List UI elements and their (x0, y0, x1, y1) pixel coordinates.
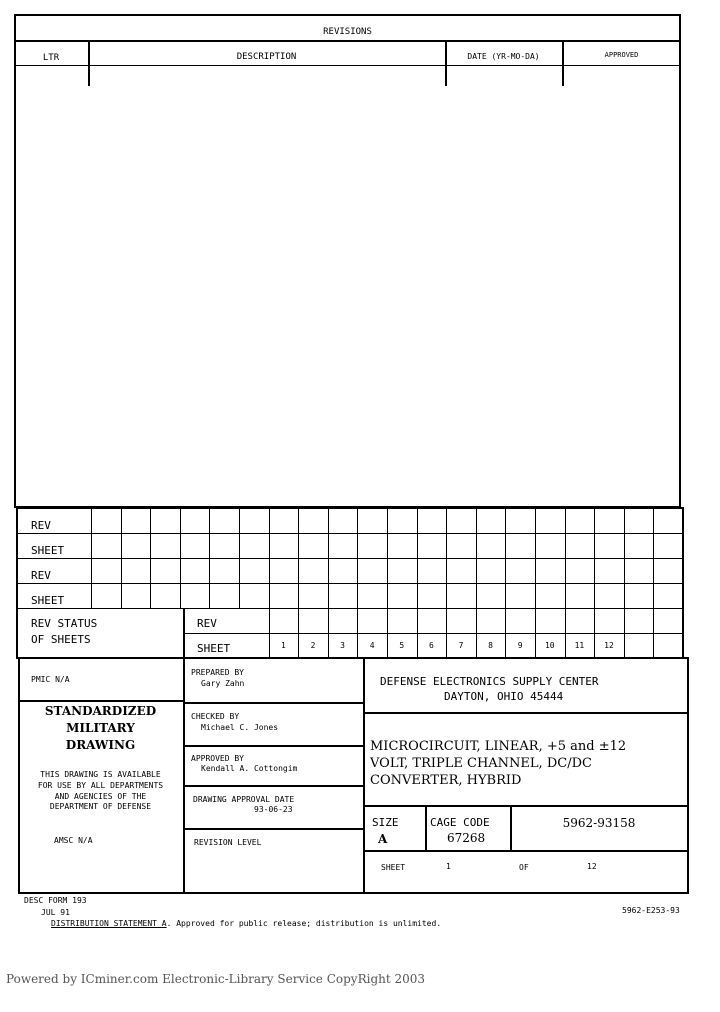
col-date: DATE (YR-MO-DA) (467, 52, 540, 61)
grid-row-line (16, 608, 684, 609)
agency-name: DEFENSE ELECTRONICS SUPPLY CENTER (380, 675, 599, 688)
agency-address: DAYTON, OHIO 45444 (444, 690, 564, 703)
sheet-number: 12 (604, 641, 614, 650)
grid-col-line (180, 507, 181, 608)
drawing-title-2: VOLT, TRIPLE CHANNEL, DC/DC (370, 756, 592, 771)
powered-by-watermark: Powered by ICminer.com Electronic-Library Service CopyRight 2003 (6, 972, 426, 986)
divider (445, 40, 447, 86)
rev-status-label: REV STATUS (31, 617, 98, 630)
grid-col-line (298, 507, 299, 657)
form-number: DESC FORM 193 (24, 896, 87, 905)
grid-col-line (594, 507, 595, 657)
col-ltr: LTR (42, 53, 60, 63)
sheet-label: SHEET (381, 863, 406, 872)
grid-col-line (239, 507, 240, 608)
prepared-by-label: PREPARED BY (191, 668, 244, 677)
sheet-label: SHEET (31, 594, 65, 607)
divider (14, 40, 681, 42)
rev-label: REV (31, 569, 51, 582)
sheet-number: 2 (310, 641, 316, 650)
grid-col-line (417, 507, 418, 657)
distribution-text: . Approved for public release; distribution is unlimited. (166, 919, 442, 928)
grid-col-line (505, 507, 506, 657)
grid-col-line (653, 507, 654, 657)
divider (183, 785, 363, 787)
grid-col-line (209, 507, 210, 608)
divider (183, 745, 363, 747)
drawing-number: 5962-93158 (562, 816, 636, 830)
sheet-value: 1 (446, 862, 451, 871)
sheet-number: 7 (458, 641, 464, 650)
sheet-number: 11 (574, 641, 585, 650)
drawing-title-3: CONVERTER, HYBRID (370, 773, 522, 788)
grid-col-line (624, 507, 625, 657)
availability-3: AND AGENCIES OF THE (54, 792, 147, 801)
distribution-title: DISTRIBUTION STATEMENT A (51, 919, 167, 928)
sheet-number: 9 (517, 641, 523, 650)
grid-row-line (16, 558, 684, 559)
cage-code-value: 67268 (447, 831, 486, 845)
size-value: A (378, 832, 388, 846)
sheet-label: SHEET (197, 642, 231, 655)
grid-col-line (357, 507, 358, 657)
revisions-title: REVISIONS (323, 27, 372, 37)
grid-col-line (91, 507, 92, 608)
size-label: SIZE (372, 816, 399, 829)
availability-1: THIS DRAWING IS AVAILABLE (40, 770, 161, 779)
divider (363, 712, 688, 714)
grid-row-line (16, 533, 684, 534)
of-sheets-label: OF SHEETS (31, 633, 91, 646)
smd-title-1: STANDARDIZED (44, 704, 157, 718)
form-date: JUL 91 (41, 908, 70, 917)
divider (14, 65, 681, 66)
grid-col-line (446, 507, 447, 657)
sheet-number: 4 (369, 641, 375, 650)
sheet-number: 1 (280, 641, 286, 650)
divider (88, 40, 90, 86)
grid-col-line (476, 507, 477, 657)
approved-by-label: APPROVED BY (191, 754, 244, 763)
distribution-statement (51, 919, 441, 928)
grid-col-line (328, 507, 329, 657)
sheet-number: 3 (340, 641, 345, 650)
grid-col-line (565, 507, 566, 657)
of-value: 12 (587, 862, 597, 871)
drawing-title-1: MICROCIRCUIT, LINEAR, +5 and ±12 (370, 739, 627, 754)
checked-by-name: Michael C. Jones (201, 723, 279, 732)
cage-code-label: CAGE CODE (430, 816, 490, 829)
divider (18, 700, 183, 702)
grid-row-line (16, 583, 684, 584)
divider (562, 40, 564, 86)
grid-col-line (121, 507, 122, 608)
divider (183, 702, 363, 704)
smd-title-3: DRAWING (65, 738, 136, 752)
approved-by-name: Kendall A. Cottongim (201, 764, 298, 773)
divider (363, 805, 688, 807)
col-approved: APPROVED (604, 51, 639, 59)
divider (363, 657, 365, 893)
rev-label: REV (31, 519, 51, 532)
document-code: 5962-E253-93 (622, 906, 680, 915)
smd-title-2: MILITARY (66, 721, 135, 735)
grid-col-line (387, 507, 388, 657)
divider (183, 657, 185, 893)
sheet-label: SHEET (31, 544, 65, 557)
col-description: DESCRIPTION (236, 52, 297, 62)
grid-col-line (535, 507, 536, 657)
amsc: AMSC N/A (54, 836, 93, 845)
sheet-number: 10 (544, 641, 555, 650)
grid-row-line (183, 633, 683, 634)
rev-label: REV (197, 617, 217, 630)
divider (363, 850, 688, 852)
availability-4: DEPARTMENT OF DEFENSE (49, 802, 152, 811)
grid-col-line (269, 507, 270, 657)
sheet-number: 8 (488, 641, 493, 650)
sheet-number: 6 (428, 641, 434, 650)
divider (183, 828, 363, 830)
revision-level-label: REVISION LEVEL (194, 838, 262, 847)
sheet-number: 5 (399, 641, 405, 650)
checked-by-label: CHECKED BY (191, 712, 240, 721)
grid-col-line (150, 507, 151, 608)
approval-date: 93-06-23 (254, 805, 293, 814)
divider (425, 805, 427, 850)
availability-2: FOR USE BY ALL DEPARTMENTS (37, 781, 164, 790)
prepared-by-name: Gary Zahn (201, 679, 245, 688)
divider (183, 608, 185, 658)
pmic: PMIC N/A (31, 675, 70, 684)
revisions-block (14, 14, 681, 508)
of-label: OF (519, 863, 529, 872)
approval-date-label: DRAWING APPROVAL DATE (193, 795, 295, 804)
